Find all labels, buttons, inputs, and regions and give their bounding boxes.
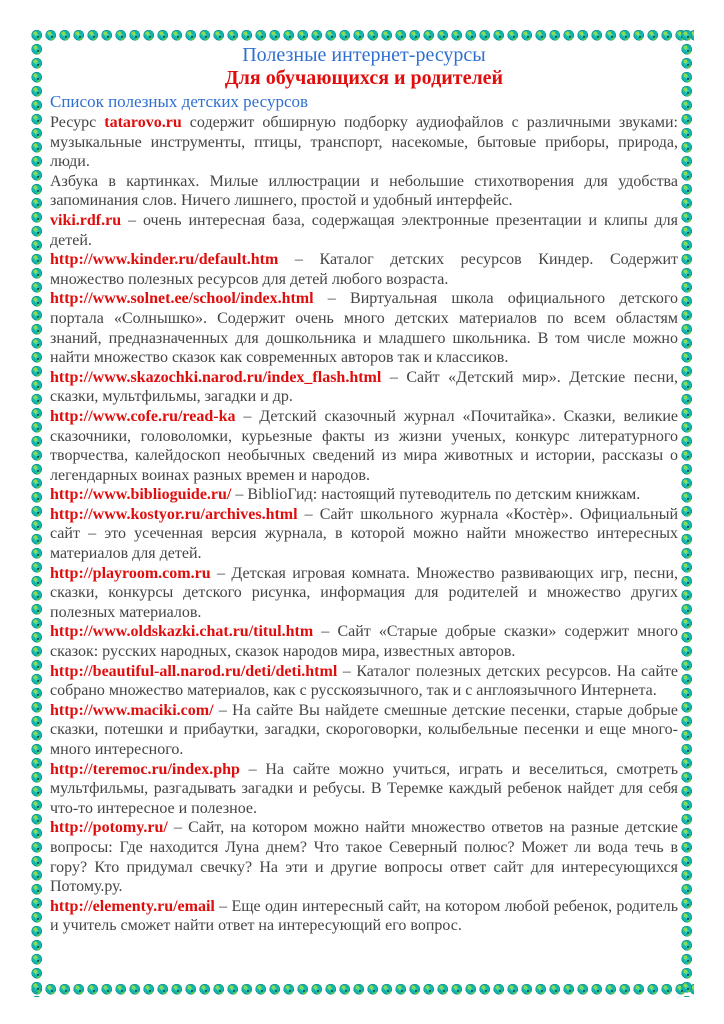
- resource-url: tatarovo.ru: [104, 114, 182, 131]
- resource-entry: [50, 289, 678, 367]
- resource-description: – Виртуальная школа официального детского портала «Солнышко». Содержит очень много детских материалов по всем областям знаний, предназначенных для дошкольника и младшего школьника. В том числе можно найти множество сказок как современных авторов так и классиков.: [50, 290, 678, 367]
- resource-entry: [50, 564, 678, 623]
- resource-description: – очень интересная база, содержащая электронные презентации и клипы для детей.: [50, 211, 678, 249]
- resource-url: viki.rdf.ru: [50, 211, 122, 229]
- resource-url: http://www.kinder.ru/default.htm: [50, 251, 279, 269]
- resource-list: [50, 211, 678, 936]
- document-content: [50, 44, 678, 936]
- resource-entry: [50, 505, 678, 564]
- bead-border-top-icon: [30, 29, 694, 43]
- resource-description: – Детская игровая комната. Множество развивающих игр, песни, сказки, конкурсы детского рисунка, информация для родителей и множество других полезных материалов.: [50, 564, 678, 621]
- bead-border-right-icon: [680, 29, 694, 997]
- resource-url: http://potomy.ru/: [50, 819, 168, 837]
- intro-prefix: Ресурс: [50, 114, 105, 131]
- resource-url: http://elementy.ru/email: [50, 897, 215, 915]
- resource-url: http://www.skazochki.narod.ru/index_flash.html: [50, 368, 382, 386]
- bead-border-left-icon: [30, 29, 44, 997]
- resource-url: http://www.maciki.com/: [50, 701, 214, 719]
- resource-entry: [50, 211, 678, 250]
- intro-paragraph-azbuka: Азбука в картинках. Милые иллюстрации и небольшие стихотворения для удобства запоминания слов. Ничего лишнего, простой и удобный интерфейс.: [50, 172, 678, 210]
- bead-border-bottom-icon: [30, 983, 694, 997]
- resource-description: – На сайте Вы найдете смешные детские песенки, старые добрые сказки, потешки и прибаутки, загадки, скороговорки, колыбельные песенки и еще много-много интересного.: [50, 701, 678, 758]
- resource-entry: [50, 760, 678, 819]
- page-title: Полезные интернет-ресурсы: [242, 44, 486, 66]
- resource-description: – Сайт «Детский мир». Детские песни, сказки, мультфильмы, загадки и др.: [50, 368, 678, 406]
- resource-description: – Еще один интересный сайт, на котором любой ребенок, родитель и учитель сможет найти ответ на интересующий его вопрос.: [50, 897, 678, 935]
- resource-description: – BiblioГид: настоящий путеводитель по детским книжкам.: [231, 486, 641, 504]
- intro-paragraph-tatarovo: [50, 113, 678, 172]
- resource-entry: [50, 485, 678, 505]
- resource-url: http://www.solnet.ee/school/index.html: [50, 290, 314, 308]
- resource-entry: [50, 897, 678, 936]
- intro-rest: содержит обширную подборку аудиофайлов с различными звуками: музыкальные инструменты, птицы, транспорт, насекомые, бытовые приборы, природа, люди.: [50, 114, 678, 171]
- resource-description: – На сайте можно учиться, играть и веселиться, смотреть мультфильмы, разгадывать загадки и ребусы. В Теремке каждый ребенок найдет для себя что-то интересное и полезное.: [50, 760, 678, 817]
- resource-url: http://playroom.com.ru: [50, 564, 211, 582]
- resource-description: – Сайт «Старые добрые сказки» содержит много сказок: русских народных, сказок народов мира, известных авторов.: [50, 623, 678, 661]
- resource-url: http://beautiful-all.narod.ru/deti/deti.html: [50, 662, 338, 680]
- resource-description: – Сайт школьного журнала «Костѐр». Официальный сайт – это усеченная версия журнала, в которой можно найти множество интересных материалов для детей.: [50, 505, 678, 563]
- resource-entry: [50, 701, 678, 760]
- resource-description: – Каталог полезных детских ресурсов. На сайте собрано множество материалов, как с русскоязычного, так и с англоязычного Интернета.: [50, 662, 678, 700]
- resource-url: http://www.cofe.ru/read-ka: [50, 407, 236, 425]
- resource-entry: [50, 622, 678, 661]
- resource-entry: [50, 662, 678, 701]
- resource-url: http://teremoc.ru/index.php: [50, 760, 240, 778]
- resource-entry: [50, 407, 678, 485]
- section-heading: Список полезных детских ресурсов: [50, 92, 309, 111]
- page-subtitle: Для обучающихся и родителей: [224, 67, 504, 89]
- resource-url: http://www.kostyor.ru/archives.html: [50, 505, 298, 523]
- resource-entry: [50, 368, 678, 407]
- resource-description: – Каталог детских ресурсов Киндер. Содержит множество полезных ресурсов для детей любого возраста.: [50, 251, 678, 288]
- resource-entry: [50, 818, 678, 896]
- resource-url: http://www.oldskazki.chat.ru/titul.htm: [50, 623, 314, 641]
- resource-url: http://www.biblioguide.ru/: [50, 486, 232, 504]
- resource-description: – Детский сказочный журнал «Почитайка». Сказки, великие сказочники, головоломки, курьезные факты из жизни ученых, конкурс литературного творчества, калейдоскоп необычных сведений из мира животных и истории, рассказы о легендарных воинах разных времен и народов.: [50, 407, 678, 484]
- resource-description: – Сайт, на котором можно найти множество ответов на разные детские вопросы: Где находится Луна днем? Что такое Северный полюс? Может ли вода течь в гору? Кто придумал свечку? На эти и другие вопросы ответ сайт для интересующихся Потому.ру.: [50, 819, 678, 896]
- resource-entry: [50, 250, 678, 289]
